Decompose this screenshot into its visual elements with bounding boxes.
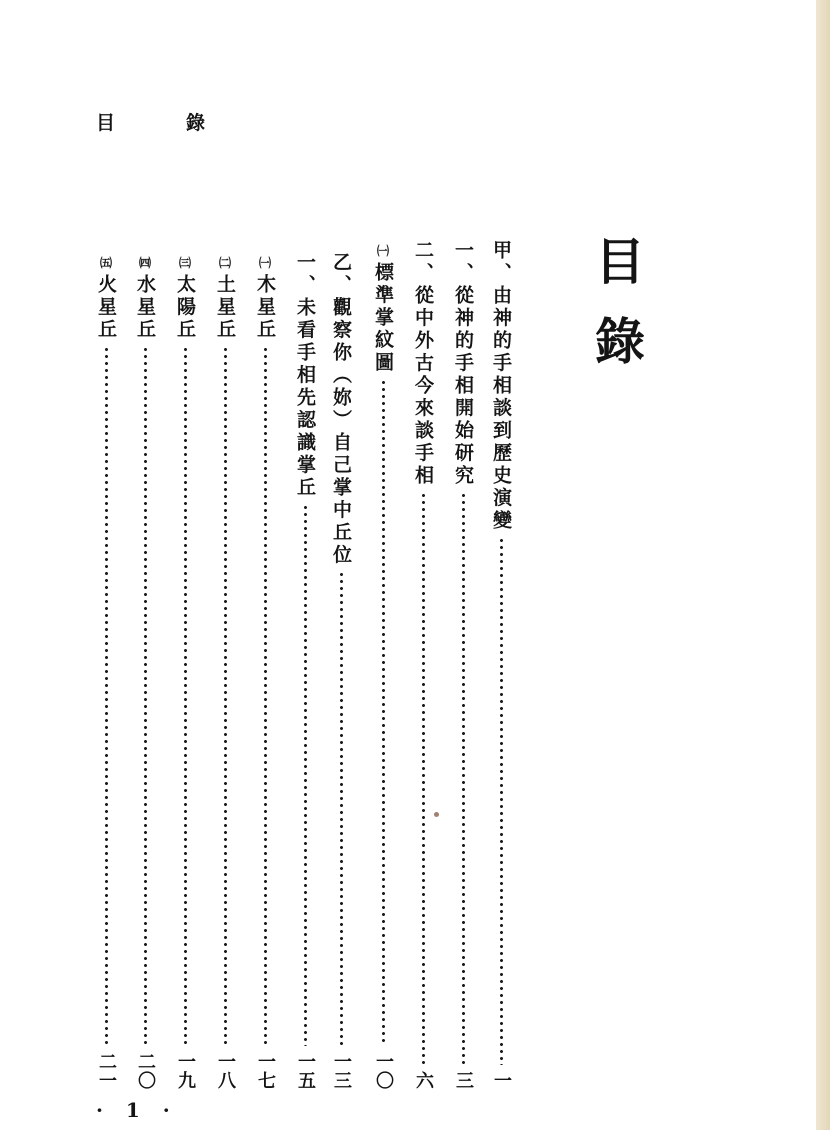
toc-entry-title [372,240,394,375]
dot-leader [264,346,267,1047]
toc-entry-marker: ㈠ [258,256,271,270]
dot-leader [340,571,343,1046]
toc-entry-title-text: 甲、由神的手相談到歷史演變 [490,240,512,533]
paper-speck [434,812,439,817]
toc-entry-page: 一七 [255,1052,276,1090]
toc-entry-page: 一三 [331,1052,352,1090]
toc-entry-title-text: 一、從神的手相開始研究 [452,240,474,488]
dot-leader [462,492,465,1066]
toc-entry-title [294,252,316,500]
dot-leader [224,346,227,1047]
toc-entry [330,252,352,1090]
dot-leader [105,346,108,1047]
toc-entry [254,252,276,1090]
toc-entry [95,252,117,1090]
dot-leader [500,537,503,1066]
toc-entry-title-text: 土星丘 [214,274,236,342]
toc-entry-title [490,240,512,533]
toc-entry-title-text: 一、未看手相先認識掌丘 [294,252,316,500]
toc-entry-title-text: 乙、觀察你（妳）自己掌中丘位 [330,252,352,567]
toc-entry [294,252,316,1090]
toc-entry-marker: ㈣ [138,256,151,270]
toc-entry-marker: ㈤ [99,256,112,270]
toc-entry-title [134,252,156,342]
toc-entry-page: 一九 [175,1052,196,1090]
toc-entry-title [254,252,276,342]
toc-entry-page: 一五 [295,1052,316,1090]
toc-entry-title-text: 太陽丘 [174,274,196,342]
toc-entry-title [412,240,434,488]
toc-entry-marker: ㈠ [376,244,389,258]
dot-leader [144,346,147,1047]
dot-leader [304,504,307,1047]
toc-entry-title-text: 火星丘 [95,274,117,342]
toc-entry-page: 三 [453,1071,474,1090]
toc-entry-marker: ㈡ [218,256,231,270]
toc-entry-title [452,240,474,488]
toc-entry-title [174,252,196,342]
dot-leader [422,492,425,1066]
toc-entry [134,252,156,1090]
toc-entry-title-text: 二、從中外古今來談手相 [412,240,434,488]
toc-entry [214,252,236,1090]
toc-entry-page: 一 [491,1071,512,1090]
toc-entry [452,240,474,1090]
toc-entry [174,252,196,1090]
toc-entry-page: 一八 [215,1052,236,1090]
toc-entry-page: 一〇 [373,1052,394,1090]
title-char: 目 [595,233,645,291]
toc-entry-marker: ㈢ [178,256,191,270]
toc-entry-title [330,252,352,567]
toc-entry-title [214,252,236,342]
table-of-contents [0,240,830,1090]
toc-entry-title [95,252,117,342]
toc-entry-title-text: 標準掌紋圖 [372,262,394,375]
toc-entry [412,240,434,1090]
toc-entry-page: 二〇 [135,1052,156,1090]
toc-entry-page: 二一 [96,1052,117,1090]
toc-entry-title-text: 木星丘 [254,274,276,342]
toc-entry [490,240,512,1090]
dot-leader [184,346,187,1047]
toc-entry [372,240,394,1090]
dot-leader [382,379,385,1047]
running-head: 目 錄 [96,112,232,134]
toc-entry-title-text: 水星丘 [134,274,156,342]
title-char: 錄 [595,313,645,371]
page-number: · 1 · [96,1098,178,1122]
toc-entry-page: 六 [413,1071,434,1090]
